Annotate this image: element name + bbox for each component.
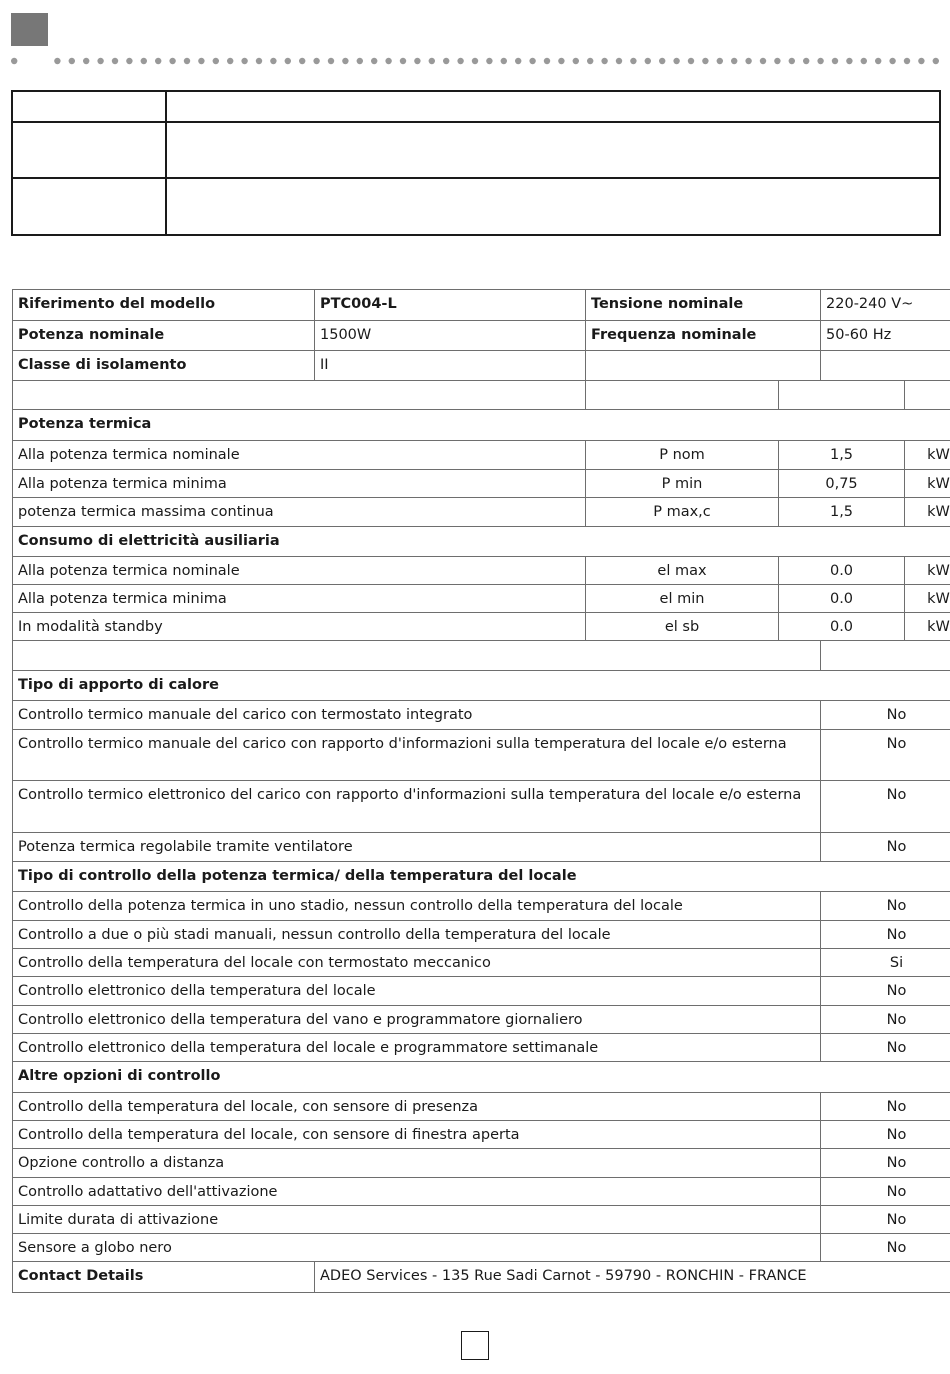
row-label: Controllo termico manuale del carico con termostato integrato: [13, 701, 821, 730]
table-row: [13, 1006, 950, 1034]
divider-dot: [141, 58, 147, 64]
table-row: [13, 977, 950, 1006]
contact-value: ADEO Services - 135 Rue Sadi Carnot - 59790 - RONCHIN - FRANCE: [315, 1262, 950, 1293]
row-label: Controllo elettronico della temperatura del locale: [13, 977, 821, 1006]
divider-dot: [385, 58, 391, 64]
divider-dot: [11, 58, 17, 64]
table-row: [13, 833, 950, 862]
table-row: [13, 1149, 950, 1178]
divider-dot: [83, 58, 89, 64]
empty-cell: [821, 641, 950, 671]
row-symbol: el min: [586, 585, 779, 613]
heat-input-heading: Tipo di apporto di calore: [13, 671, 950, 701]
table-row: [13, 701, 950, 730]
divider-dot: [861, 58, 867, 64]
divider-dot: [241, 58, 247, 64]
divider-dot: [745, 58, 751, 64]
insulation-value: II: [315, 351, 586, 381]
empty-cell: [13, 641, 821, 671]
frequency-label: Frequenza nominale: [586, 321, 821, 351]
row-unit: kW: [905, 470, 950, 498]
divider-dot: [515, 58, 521, 64]
divider-dot: [774, 58, 780, 64]
row-label: Alla potenza termica nominale: [13, 557, 586, 585]
row-value: No: [821, 730, 950, 781]
row-unit: kW: [905, 441, 950, 470]
divider-dot: [889, 58, 895, 64]
row-value: No: [821, 1093, 950, 1121]
dotted-divider: [9, 57, 941, 65]
row-label: Controllo elettronico della temperatura del locale e programmatore settimanale: [13, 1034, 821, 1062]
empty-cell: [586, 381, 779, 410]
row-label: Controllo termico manuale del carico con rapporto d'informazioni sulla temperatura del locale e/o esterna: [13, 730, 821, 781]
row-unit: kW: [905, 498, 950, 527]
row-value: Si: [821, 949, 950, 977]
row-label: Controllo termico elettronico del carico con rapporto d'informazioni sulla temperatura del locale e/o esterna: [13, 781, 821, 833]
table-row: [13, 1034, 950, 1062]
row-unit: kW: [905, 557, 950, 585]
divider-dot: [501, 58, 507, 64]
divider-dot: [601, 58, 607, 64]
divider-dot: [817, 58, 823, 64]
divider-dot: [904, 58, 910, 64]
row-value: No: [821, 701, 950, 730]
row-label: Controllo a due o più stadi manuali, nessun controllo della temperatura del locale: [13, 921, 821, 949]
row-label: potenza termica massima continua: [13, 498, 586, 527]
table-row: [13, 921, 950, 949]
divider-dot: [155, 58, 161, 64]
row-value: No: [821, 1149, 950, 1178]
header-gray-square: [11, 13, 48, 46]
row-value: 1,5: [779, 441, 905, 470]
row-label: Controllo della temperatura del locale, con sensore di finestra aperta: [13, 1121, 821, 1149]
divider-dot: [285, 58, 291, 64]
row-value: No: [821, 1234, 950, 1262]
row-value: No: [821, 921, 950, 949]
empty-cell: [779, 381, 905, 410]
divider-dot: [97, 58, 103, 64]
row-value: No: [821, 1121, 950, 1149]
divider-dot: [472, 58, 478, 64]
divider-dot: [688, 58, 694, 64]
table-row: [13, 1121, 950, 1149]
row-label: Controllo della temperatura del locale, con sensore di presenza: [13, 1093, 821, 1121]
divider-dot: [645, 58, 651, 64]
row-value: 0.0: [779, 557, 905, 585]
divider-dot: [328, 58, 334, 64]
power-label: Potenza nominale: [13, 321, 315, 351]
divider-dot: [731, 58, 737, 64]
row-label: Potenza termica regolabile tramite ventilatore: [13, 833, 821, 862]
top-table-cell: [166, 91, 940, 122]
row-label: Alla potenza termica nominale: [13, 441, 586, 470]
frequency-value: 50-60 Hz: [821, 321, 950, 351]
row-label: Alla potenza termica minima: [13, 585, 586, 613]
top-table-cell: [12, 122, 166, 178]
row-symbol: el sb: [586, 613, 779, 641]
row-value: 0,75: [779, 470, 905, 498]
table-row: [13, 613, 950, 641]
divider-dot: [256, 58, 262, 64]
divider-dot: [414, 58, 420, 64]
row-label: Limite durata di attivazione: [13, 1206, 821, 1234]
row-label: Sensore a globo nero: [13, 1234, 821, 1262]
divider-dot: [544, 58, 550, 64]
row-symbol: P max,c: [586, 498, 779, 527]
divider-dot: [789, 58, 795, 64]
row-label: Controllo della temperatura del locale con termostato meccanico: [13, 949, 821, 977]
table-row: [13, 290, 950, 321]
divider-dot: [357, 58, 363, 64]
divider-dot: [760, 58, 766, 64]
section-heading-row: [13, 1062, 950, 1093]
top-table-row: [12, 91, 940, 122]
voltage-value: 220-240 V~: [821, 290, 950, 321]
power-value: 1500W: [315, 321, 586, 351]
divider-dot: [616, 58, 622, 64]
row-label: Opzione controllo a distanza: [13, 1149, 821, 1178]
output-control-heading: Tipo di controllo della potenza termica/ della temperatura del locale: [13, 862, 950, 892]
top-table-cell: [12, 91, 166, 122]
section-heading-row: [13, 671, 950, 701]
divider-dot: [313, 58, 319, 64]
row-value: No: [821, 977, 950, 1006]
divider-dot: [846, 58, 852, 64]
row-symbol: P min: [586, 470, 779, 498]
row-label: In modalità standby: [13, 613, 586, 641]
row-symbol: el max: [586, 557, 779, 585]
voltage-label: Tensione nominale: [586, 290, 821, 321]
spec-table: [12, 289, 950, 1293]
divider-dot: [69, 58, 75, 64]
divider-dot: [400, 58, 406, 64]
top-table-cell: [12, 178, 166, 235]
divider-dot: [184, 58, 190, 64]
insulation-label: Classe di isolamento: [13, 351, 315, 381]
table-row: [13, 949, 950, 977]
divider-dot: [342, 58, 348, 64]
section-heading-row: [13, 527, 950, 557]
row-label: Controllo della potenza termica in uno stadio, nessun controllo della temperatura del locale: [13, 892, 821, 921]
divider-dot: [112, 58, 118, 64]
table-row: [13, 351, 950, 381]
divider-dot: [659, 58, 665, 64]
row-value: No: [821, 1006, 950, 1034]
table-row: [13, 1093, 950, 1121]
divider-dot: [933, 58, 939, 64]
top-blank-table: [11, 90, 941, 236]
empty-cell: [586, 351, 821, 381]
divider-dot: [918, 58, 924, 64]
table-row: [13, 498, 950, 527]
table-row: [13, 441, 950, 470]
row-label: Controllo elettronico della temperatura del vano e programmatore giornaliero: [13, 1006, 821, 1034]
divider-dot: [227, 58, 233, 64]
aux-consumption-heading: Consumo di elettricità ausiliaria: [13, 527, 950, 557]
empty-cell: [905, 381, 950, 410]
empty-cell: [13, 381, 586, 410]
divider-dot: [702, 58, 708, 64]
row-value: No: [821, 781, 950, 833]
divider-dot: [875, 58, 881, 64]
table-row: [13, 730, 950, 781]
divider-dot: [457, 58, 463, 64]
divider-dot: [803, 58, 809, 64]
page-number-box: [461, 1331, 489, 1360]
row-value: No: [821, 1206, 950, 1234]
row-value: No: [821, 1178, 950, 1206]
empty-cell: [821, 351, 950, 381]
table-row: [13, 557, 950, 585]
divider-dot: [717, 58, 723, 64]
spacer-row: [13, 381, 950, 410]
top-table-row: [12, 178, 940, 235]
top-table-cell: [166, 178, 940, 235]
divider-dot: [213, 58, 219, 64]
row-value: 0.0: [779, 613, 905, 641]
other-options-heading: Altre opzioni di controllo: [13, 1062, 950, 1093]
divider-dot: [486, 58, 492, 64]
divider-dot: [126, 58, 132, 64]
divider-dot: [443, 58, 449, 64]
row-label: Controllo adattativo dell'attivazione: [13, 1178, 821, 1206]
divider-dot: [169, 58, 175, 64]
divider-dot: [54, 58, 60, 64]
row-value: 1,5: [779, 498, 905, 527]
divider-dot: [198, 58, 204, 64]
table-row: [13, 1178, 950, 1206]
table-row: [13, 1206, 950, 1234]
row-value: 0.0: [779, 585, 905, 613]
row-symbol: P nom: [586, 441, 779, 470]
divider-dot: [429, 58, 435, 64]
divider-dot: [573, 58, 579, 64]
divider-dot: [832, 58, 838, 64]
divider-dot: [299, 58, 305, 64]
section-heading-row: [13, 862, 950, 892]
model-ref-value: PTC004-L: [315, 290, 586, 321]
top-table-cell: [166, 122, 940, 178]
heat-output-heading: Potenza termica: [13, 410, 950, 441]
row-value: No: [821, 833, 950, 862]
section-heading-row: [13, 410, 950, 441]
divider-dot: [270, 58, 276, 64]
row-unit: kW: [905, 613, 950, 641]
divider-dot: [630, 58, 636, 64]
row-value: No: [821, 892, 950, 921]
divider-dot: [371, 58, 377, 64]
table-row: [13, 321, 950, 351]
table-row: [13, 1234, 950, 1262]
table-row: [13, 470, 950, 498]
row-value: No: [821, 1034, 950, 1062]
row-unit: kW: [905, 585, 950, 613]
table-row: [13, 892, 950, 921]
divider-dot: [529, 58, 535, 64]
divider-dot: [587, 58, 593, 64]
contact-label: Contact Details: [13, 1262, 315, 1293]
spacer-row: [13, 641, 950, 671]
top-table-row: [12, 122, 940, 178]
divider-dot: [673, 58, 679, 64]
row-label: Alla potenza termica minima: [13, 470, 586, 498]
table-row: [13, 781, 950, 833]
contact-row: [13, 1262, 950, 1293]
model-ref-label: Riferimento del modello: [13, 290, 315, 321]
table-row: [13, 585, 950, 613]
divider-dot: [558, 58, 564, 64]
